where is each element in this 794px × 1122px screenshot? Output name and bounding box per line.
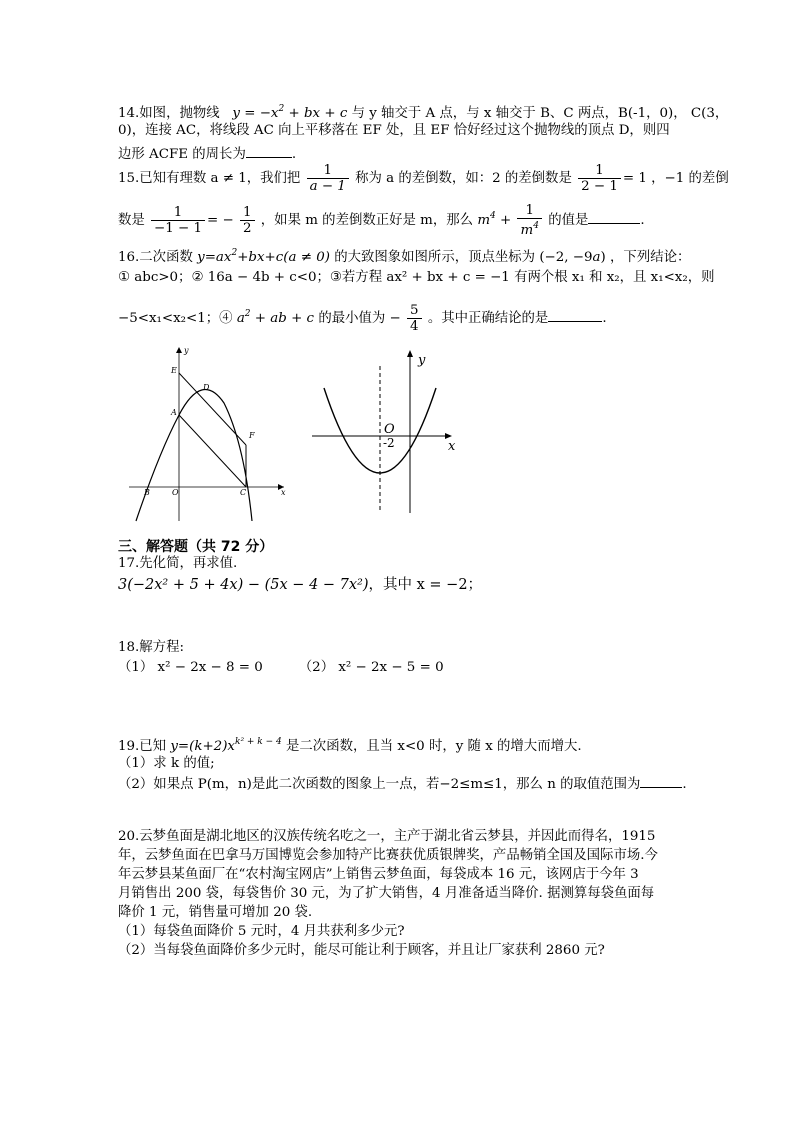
label-E: E [171,366,177,375]
expression-a2-ab-c: $a^2$ + ab + c [236,309,319,326]
fraction-1-over-neg1-minus-1: $\frac{1}{-1 - 1}$ [151,205,205,236]
q20-line3: 年云梦县某鱼面厂在“农村淘宝网店”上销售云梦鱼面，每袋成本 16 元，该网店于今年 3 [118,867,639,882]
minimum-value: − $\frac{5}{4}$ [390,311,424,326]
label-D: D [203,383,210,392]
label-x: x [448,439,456,454]
label-O: O [172,488,179,497]
q18-parts: （1） x² − 2x − 8 = 0 （2） x² − 2x − 5 = 0 [118,660,444,675]
q17-expression: 3(−2x² + 5 + 4x) − (5x − 4 − 7x²)，其中 x = −2； [118,577,483,593]
q14-line3: 边形 ACFE 的周长为 . [118,147,297,162]
y-axis-arrow [407,350,413,357]
q20-line2: 年，云梦鱼面在巴拿马万国博览会参加特产比赛获优质银牌奖，产品畅销全国及国际市场.今 [118,848,658,863]
y-axis-arrow [176,347,182,353]
q14-line1: 14.如图，抛物线 $y = -x^2$ + bx + c 与 y 轴交于 A 点，与 x 轴交于 B、C 两点，B(-1，0)， C(3， [118,104,729,121]
label-x: x [281,488,286,497]
label-A: A [171,408,177,417]
fraction-1-over-2-minus-1: $\frac{1}{2 - 1}$ [578,163,621,194]
q14-line2: 0)，连接 AC，将线段 AC 向上平移落在 EF 处，且 EF 恰好经过这个抛物线的顶点 D，则四 [118,123,670,138]
answer-blank [246,145,292,158]
segment-AC [179,415,246,487]
q14-parabola-formula: $y = -x^2$ + bx + c [223,104,352,121]
q16-line2: ① abc>0；② 16a − 4b + c<0；③若方程 ax² + bx + c = −1 有两个根 x₁ 和 x₂，且 x₁<x₂，则 [118,270,715,285]
label-B: B [144,488,150,497]
q20-line5: 降价 1 元，销售量可增加 20 袋. [118,905,313,920]
fraction-1-over-2: $\frac{1}{2}$ [240,205,255,236]
label-O: O [384,422,395,437]
fraction-1-over-a-minus-1: $\frac{1}{a - 1}$ [307,163,349,194]
label-neg2: -2 [383,436,395,450]
q20-line1: 20.云梦鱼面是湖北地区的汉族传统名吃之一，主产于湖北省云梦县，并因此而得名，1915 [118,829,656,844]
label-y: y [184,346,189,355]
answer-blank [640,775,682,788]
q15-line2: 数是 $\frac{1}{-1 - 1}$ = − $\frac{1}{2}$ ，如果 m 的差倒数正好是 m，那么 $m^4$ + $\frac{1}{m^4}$ 的值是 . [118,203,645,238]
label-F: F [249,431,255,440]
q19-part1: （1）求 k 的值; [118,756,215,771]
parabola-curve [136,390,252,521]
q18-title: 18.解方程: [118,640,184,655]
quadratic-formula: $y=ax^2+bx+c(a \ne 0)$ [197,248,330,265]
m-power-expression: $m^4$ + [477,211,516,228]
q19-line1: 19.已知 $y=(k+2)x^{k^2 + k - 4}$ 是二次函数，且当 x<0 时，y 随 x 的增大而增大. [118,737,582,754]
segment-EF [179,373,246,445]
section-title: 三、解答题（共 72 分） [118,539,274,555]
vertex-coordinates: (−2, −9a) [539,250,606,265]
q17-title: 17.先化简，再求值. [118,556,238,571]
q20-part1: （1）每袋鱼面降价 5 元时，4 月共获利多少元? [118,924,405,939]
label-C: C [240,488,247,497]
function-expression: $y=(k+2)x^{k^2 + k - 4}$ [170,737,282,754]
figure-q14-parabola [124,343,294,523]
q16-line1: 16.二次函数 $y=ax^2+bx+c(a \ne 0)$ 的大致图象如图所示，顶点坐标为 (−2, −9a) ，下列结论： [118,248,691,265]
q20-part2: （2）当每袋鱼面降价多少元时，能尽可能让利于顾客，并且让厂家获利 2860 元? [118,943,605,958]
q16-line3: −5<x₁<x₂<1；④ $a^2$ + ab + c 的最小值为 − $\frac{5}{4}$ 。其中正确结论的是 . [118,303,607,334]
q20-line4: 月销售出 200 袋，每袋售价 30 元，为了扩大销售，4 月准备适当降价. 据测算每袋鱼面每 [118,886,655,901]
label-y: y [418,353,426,368]
q15-line1: 15.已知有理数 a ≠ 1，我们把 $\frac{1}{a - 1}$ 称为 a 的差倒数，如：2 的差倒数是 $\frac{1}{2 - 1}$ = 1 ，−1 的差倒 [118,163,729,194]
q19-part2: （2）如果点 P(m，n)是此二次函数的图象上一点，若−2≤m≤1，那么 n 的取值范围为 . [118,777,687,792]
answer-blank [588,211,640,224]
figure-q16-parabola [310,348,470,518]
fraction-1-over-m4: $\frac{1}{m^4}$ [517,203,541,238]
answer-blank [548,309,602,322]
